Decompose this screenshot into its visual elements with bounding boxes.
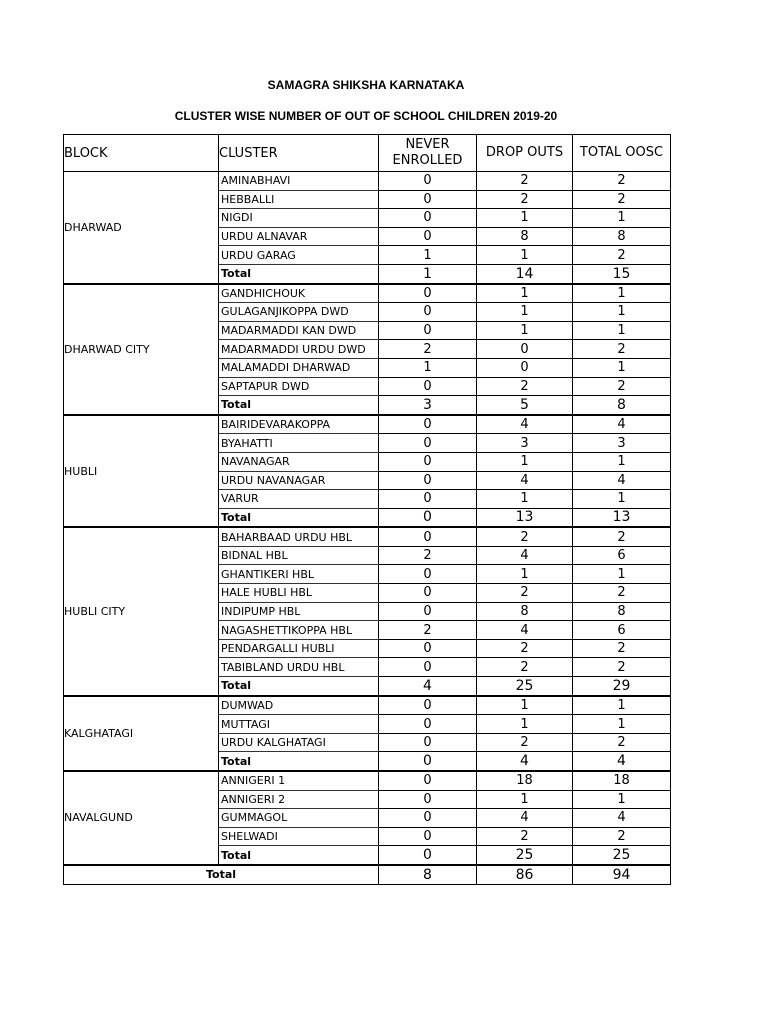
cluster-name: GHANTIKERI HBL [219, 565, 379, 584]
drop-outs-value: 8 [477, 227, 573, 246]
header-row [64, 135, 671, 172]
column-header-block: BLOCK [64, 135, 219, 172]
report-title: CLUSTER WISE NUMBER OF OUT OF SCHOOL CHILDREN 2019-20 [174, 109, 558, 123]
block-total-label: Total [219, 396, 379, 415]
total-oosc-value: 2 [573, 639, 671, 658]
never-enrolled-value: 1 [379, 358, 477, 377]
cluster-name: MADARMADDI URDU DWD [219, 340, 379, 359]
never-enrolled-value: 0 [379, 321, 477, 340]
drop-outs-value: 2 [477, 639, 573, 658]
drop-outs-value: 2 [477, 377, 573, 396]
never-enrolled-value: 0 [379, 827, 477, 846]
drop-outs-value: 1 [477, 209, 573, 228]
drop-outs-value: 2 [477, 172, 573, 191]
total-oosc-value: 1 [573, 321, 671, 340]
never-enrolled-value: 0 [379, 584, 477, 603]
total-oosc-value: 2 [573, 377, 671, 396]
never-enrolled-value: 0 [379, 377, 477, 396]
cluster-name: NAVANAGAR [219, 452, 379, 471]
never-enrolled-value: 0 [379, 809, 477, 828]
drop-outs-value: 1 [477, 321, 573, 340]
cluster-name: BAIRIDEVARAKOPPA [219, 415, 379, 434]
drop-outs-value: 4 [477, 546, 573, 565]
drop-outs-value: 1 [477, 490, 573, 509]
grand-total-oosc: 94 [573, 865, 671, 884]
cluster-name: URDU NAVANAGAR [219, 471, 379, 490]
block-name: HUBLI CITY [64, 527, 219, 695]
block-total-drop-outs: 5 [477, 396, 573, 415]
never-enrolled-value: 0 [379, 284, 477, 303]
drop-outs-value: 1 [477, 284, 573, 303]
drop-outs-value: 18 [477, 771, 573, 790]
drop-outs-value: 1 [477, 696, 573, 715]
drop-outs-value: 0 [477, 340, 573, 359]
total-oosc-value: 2 [573, 827, 671, 846]
never-enrolled-value: 2 [379, 340, 477, 359]
cluster-name: BAHARBAAD URDU HBL [219, 527, 379, 546]
drop-outs-value: 2 [477, 190, 573, 209]
block-total-oosc: 25 [573, 846, 671, 865]
cluster-name: NIGDI [219, 209, 379, 228]
cluster-name: MALAMADDI DHARWAD [219, 358, 379, 377]
cluster-name: ANNIGERI 2 [219, 790, 379, 809]
never-enrolled-value: 0 [379, 658, 477, 677]
block-total-oosc: 13 [573, 508, 671, 527]
total-oosc-value: 1 [573, 696, 671, 715]
drop-outs-value: 2 [477, 733, 573, 752]
total-oosc-value: 4 [573, 471, 671, 490]
column-header-cluster: CLUSTER [219, 135, 379, 172]
block-total-oosc: 15 [573, 264, 671, 283]
cluster-name: URDU KALGHATAGI [219, 733, 379, 752]
drop-outs-value: 4 [477, 809, 573, 828]
drop-outs-value: 2 [477, 827, 573, 846]
cluster-name: TABIBLAND URDU HBL [219, 658, 379, 677]
block-total-oosc: 8 [573, 396, 671, 415]
total-oosc-value: 6 [573, 621, 671, 640]
column-header-total-oosc: TOTAL OOSC [573, 135, 671, 172]
block-total-oosc: 29 [573, 677, 671, 696]
drop-outs-value: 4 [477, 621, 573, 640]
block-total-label: Total [219, 677, 379, 696]
block-total-never-enrolled: 0 [379, 508, 477, 527]
cluster-name: MADARMADDI KAN DWD [219, 321, 379, 340]
total-oosc-value: 2 [573, 190, 671, 209]
total-oosc-value: 2 [573, 172, 671, 191]
grand-total-drop-outs: 86 [477, 865, 573, 884]
total-oosc-value: 2 [573, 584, 671, 603]
never-enrolled-value: 2 [379, 546, 477, 565]
total-oosc-value: 2 [573, 733, 671, 752]
never-enrolled-value: 0 [379, 639, 477, 658]
drop-outs-value: 1 [477, 790, 573, 809]
total-oosc-value: 6 [573, 546, 671, 565]
total-oosc-value: 1 [573, 790, 671, 809]
block-name: DHARWAD [64, 172, 219, 284]
never-enrolled-value: 1 [379, 246, 477, 265]
never-enrolled-value: 0 [379, 602, 477, 621]
drop-outs-value: 0 [477, 358, 573, 377]
block-total-label: Total [219, 846, 379, 865]
cluster-name: BIDNAL HBL [219, 546, 379, 565]
grand-total-row [64, 865, 671, 884]
block-name: NAVALGUND [64, 771, 219, 865]
never-enrolled-value: 0 [379, 303, 477, 322]
block-total-drop-outs: 25 [477, 846, 573, 865]
cluster-name: GANDHICHOUK [219, 284, 379, 303]
cluster-name: AMINABHAVI [219, 172, 379, 191]
drop-outs-value: 8 [477, 602, 573, 621]
total-oosc-value: 1 [573, 715, 671, 734]
cluster-name: DUMWAD [219, 696, 379, 715]
total-oosc-value: 1 [573, 209, 671, 228]
total-oosc-value: 2 [573, 527, 671, 546]
drop-outs-value: 1 [477, 246, 573, 265]
total-oosc-value: 8 [573, 602, 671, 621]
never-enrolled-value: 0 [379, 696, 477, 715]
block-total-label: Total [219, 508, 379, 527]
cluster-name: SHELWADI [219, 827, 379, 846]
never-enrolled-value: 0 [379, 790, 477, 809]
grand-total-label: Total [64, 865, 379, 884]
total-oosc-value: 1 [573, 490, 671, 509]
table-body [64, 172, 671, 885]
total-oosc-value: 2 [573, 246, 671, 265]
never-enrolled-value: 0 [379, 471, 477, 490]
never-enrolled-value: 0 [379, 565, 477, 584]
total-oosc-value: 1 [573, 452, 671, 471]
cluster-name: VARUR [219, 490, 379, 509]
never-enrolled-value: 0 [379, 227, 477, 246]
drop-outs-value: 4 [477, 415, 573, 434]
cluster-name: MUTTAGI [219, 715, 379, 734]
never-enrolled-value: 2 [379, 621, 477, 640]
cluster-name: PENDARGALLI HUBLI [219, 639, 379, 658]
column-header-never-enrolled: NEVER ENROLLED [379, 135, 477, 172]
total-oosc-value: 8 [573, 227, 671, 246]
cluster-name: HEBBALLI [219, 190, 379, 209]
cluster-name: ANNIGERI 1 [219, 771, 379, 790]
drop-outs-value: 2 [477, 527, 573, 546]
block-total-never-enrolled: 3 [379, 396, 477, 415]
never-enrolled-value: 0 [379, 527, 477, 546]
total-oosc-value: 4 [573, 809, 671, 828]
drop-outs-value: 1 [477, 715, 573, 734]
block-name: DHARWAD CITY [64, 284, 219, 415]
drop-outs-value: 3 [477, 434, 573, 453]
block-total-never-enrolled: 0 [379, 846, 477, 865]
block-total-never-enrolled: 1 [379, 264, 477, 283]
never-enrolled-value: 0 [379, 452, 477, 471]
total-oosc-value: 18 [573, 771, 671, 790]
block-total-drop-outs: 4 [477, 752, 573, 771]
block-total-drop-outs: 13 [477, 508, 573, 527]
total-oosc-value: 1 [573, 303, 671, 322]
never-enrolled-value: 0 [379, 715, 477, 734]
block-total-label: Total [219, 264, 379, 283]
block-name: KALGHATAGI [64, 696, 219, 771]
cluster-name: BYAHATTI [219, 434, 379, 453]
never-enrolled-value: 0 [379, 172, 477, 191]
drop-outs-value: 4 [477, 471, 573, 490]
cluster-name: URDU GARAG [219, 246, 379, 265]
never-enrolled-value: 0 [379, 415, 477, 434]
block-total-drop-outs: 14 [477, 264, 573, 283]
drop-outs-value: 1 [477, 452, 573, 471]
never-enrolled-value: 0 [379, 190, 477, 209]
cluster-name: SAPTAPUR DWD [219, 377, 379, 396]
drop-outs-value: 2 [477, 658, 573, 677]
total-oosc-value: 1 [573, 565, 671, 584]
table-row [64, 172, 671, 191]
drop-outs-value: 1 [477, 303, 573, 322]
total-oosc-value: 1 [573, 284, 671, 303]
grand-total-never-enrolled: 8 [379, 865, 477, 884]
block-total-never-enrolled: 4 [379, 677, 477, 696]
block-total-never-enrolled: 0 [379, 752, 477, 771]
block-total-oosc: 4 [573, 752, 671, 771]
table-row [64, 415, 671, 434]
oosc-table [63, 134, 671, 885]
cluster-name: GUMMAGOL [219, 809, 379, 828]
drop-outs-value: 1 [477, 565, 573, 584]
table-row [64, 527, 671, 546]
block-total-drop-outs: 25 [477, 677, 573, 696]
cluster-name: URDU ALNAVAR [219, 227, 379, 246]
total-oosc-value: 2 [573, 340, 671, 359]
never-enrolled-value: 0 [379, 771, 477, 790]
never-enrolled-value: 0 [379, 434, 477, 453]
never-enrolled-value: 0 [379, 733, 477, 752]
organization-title: SAMAGRA SHIKSHA KARNATAKA [267, 78, 465, 92]
cluster-name: GULAGANJIKOPPA DWD [219, 303, 379, 322]
never-enrolled-value: 0 [379, 209, 477, 228]
cluster-name: NAGASHETTIKOPPA HBL [219, 621, 379, 640]
table-row [64, 696, 671, 715]
total-oosc-value: 2 [573, 658, 671, 677]
column-header-drop-outs: DROP OUTS [477, 135, 573, 172]
table-row [64, 284, 671, 303]
never-enrolled-value: 0 [379, 490, 477, 509]
total-oosc-value: 3 [573, 434, 671, 453]
cluster-name: INDIPUMP HBL [219, 602, 379, 621]
table-row [64, 771, 671, 790]
block-name: HUBLI [64, 415, 219, 528]
block-total-label: Total [219, 752, 379, 771]
total-oosc-value: 4 [573, 415, 671, 434]
cluster-name: HALE HUBLI HBL [219, 584, 379, 603]
drop-outs-value: 2 [477, 584, 573, 603]
total-oosc-value: 1 [573, 358, 671, 377]
